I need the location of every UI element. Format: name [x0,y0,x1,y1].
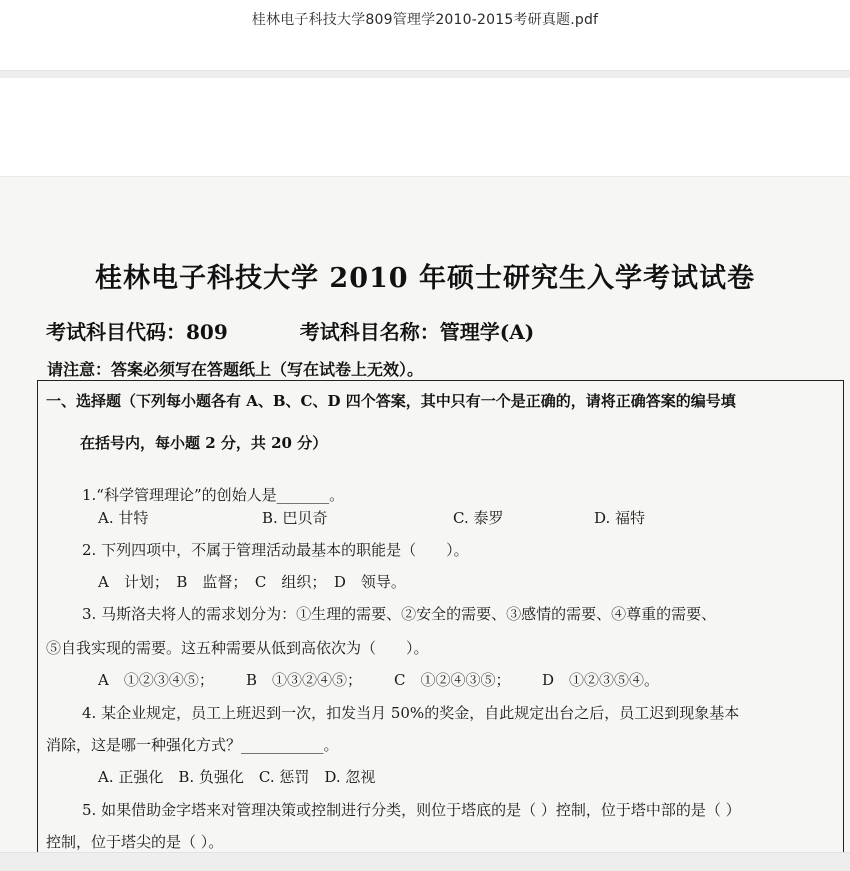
question-1-option-c: C. 泰罗 [453,509,504,527]
scanned-page [0,176,850,852]
file-title: 桂林电子科技大学809管理学2010-2015考研真题.pdf [251,12,599,28]
question-3-option-b: B ①③②④⑤； [246,671,363,689]
question-3-option-a: A ①②③④⑤； [98,671,214,689]
section-heading: 一、选择题（下列每小题各有 A、B、C、D 四个答案，其中只有一个是正确的，请将正确答案的编号填 [46,392,736,410]
viewer-header [0,0,850,70]
section-heading-cont: 在括号内，每小题 2 分，共 20 分） [80,434,328,452]
question-3-option-c: C ①②④③⑤； [394,671,511,689]
question-4-options: A. 正强化 B. 负强化 C. 惩罚 D. 忽视 [98,768,376,786]
document-viewport[interactable] [0,78,850,852]
question-3-stem: 3. 马斯洛夫将人的需求划分为：①生理的需要、②安全的需要、③感情的需要、④尊重的需要、 [82,605,717,623]
question-5-stem-cont: 控制，位于塔尖的是（ ）。 [46,833,224,851]
question-1-stem: 1.“科学管理理论”的创始人是_______。 [82,486,345,504]
question-1-option-a: A. 甘特 [98,509,149,527]
question-2-options: A 计划； B 监督； C 组织； D 领导。 [98,573,406,591]
question-box [37,380,844,852]
question-5-stem: 5. 如果借助金字塔来对管理决策或控制进行分类，则位于塔底的是（ ）控制，位于塔中部的是（ ） [82,801,741,819]
subject-line [46,316,534,345]
question-1-option-d: D. 福特 [594,509,646,527]
question-2-stem: 2. 下列四项中，不属于管理活动最基本的职能是（ ）。 [82,541,469,559]
subject-name: 考试科目名称：管理学(A) [299,320,535,344]
bottom-bar [0,852,850,871]
question-3-option-d: D ①②③⑤④。 [542,671,660,689]
question-1-option-b: B. 巴贝奇 [262,509,328,527]
exam-title: 桂林电子科技大学 2010 年硕士研究生入学考试试卷 [95,263,755,294]
exam-notice: 请注意：答案必须写在答题纸上（写在试卷上无效）。 [47,360,424,379]
question-3-stem-cont: ⑤自我实现的需要。这五种需要从低到高依次为（ ）。 [46,639,429,657]
question-4-stem: 4. 某企业规定，员工上班迟到一次，扣发当月 50%的奖金，自此规定出台之后，员工迟到现象基本 [82,704,740,722]
question-4-stem-cont: 消除，这是哪一种强化方式？___________。 [46,736,339,754]
subject-code: 考试科目代码：809 [46,320,228,344]
